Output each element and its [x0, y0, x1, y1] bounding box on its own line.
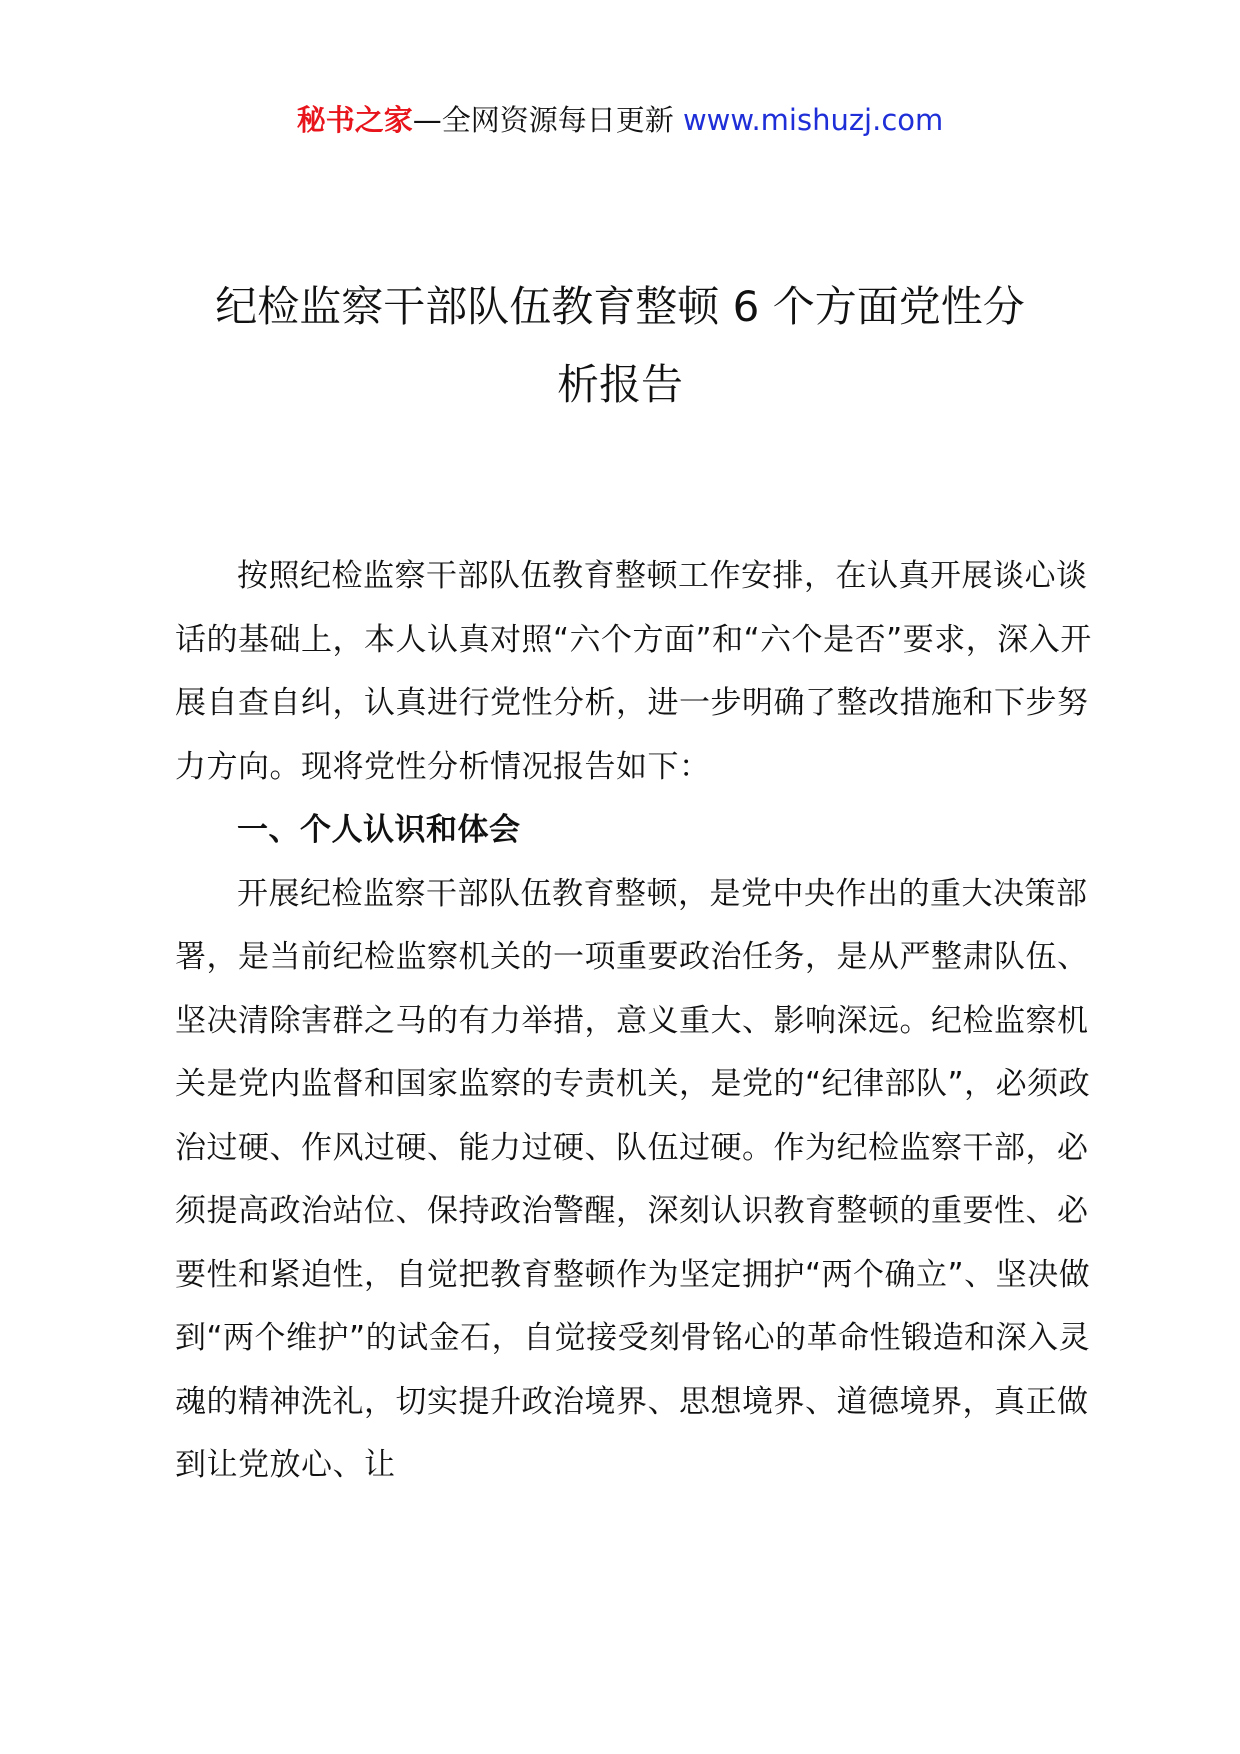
document-title-line-2: 析报告 [556, 360, 683, 409]
site-brand: 秘书之家 [296, 103, 413, 137]
document-body [175, 545, 1095, 1498]
section-1-paragraph: 开展纪检监察干部队伍教育整顿，是党中央作出的重大决策部署，是当前纪检监察机关的一项重要政治任务，是从严整肃队伍、坚决清除害群之马的有力举措，意义重大、影响深远。纪检监察机关是党内监督和国家监察的专责机关，是党的“纪律部队”，必须政治过硬、作风过硬、能力过硬、队伍过硬。作为纪检监察干部，必须提高政治站位、保持政治警醒，深刻认识教育整顿的重要性、必要性和紧迫性，自觉把教育整顿作为坚定拥护“两个确立”、坚决做到“两个维护”的试金石，自觉接受刻骨铭心的革命性锻造和深入灵魂的精神洗礼，切实提升政治境界、思想境界、道德境界，真正做到让党放心、让 [175, 875, 1091, 1483]
document-title-line-1: 纪检监察干部队伍教育整顿 6 个方面党性分 [215, 282, 1025, 331]
intro-paragraph: 按照纪检监察干部队伍教育整顿工作安排，在认真开展谈心谈话的基础上，本人认真对照“六个方面”和“六个是否”要求，深入开展自查自纠，认真进行党性分析，进一步明确了整改措施和下步努力方向。现将党性分析情况报告如下： [175, 558, 1092, 785]
site-url-link[interactable]: www.mishuzj.com [682, 103, 944, 137]
document-title [150, 268, 1090, 424]
section-1-heading: 一、个人认识和体会 [237, 812, 521, 848]
site-tagline: —全网资源每日更新 [412, 103, 674, 137]
site-header [0, 100, 1240, 140]
